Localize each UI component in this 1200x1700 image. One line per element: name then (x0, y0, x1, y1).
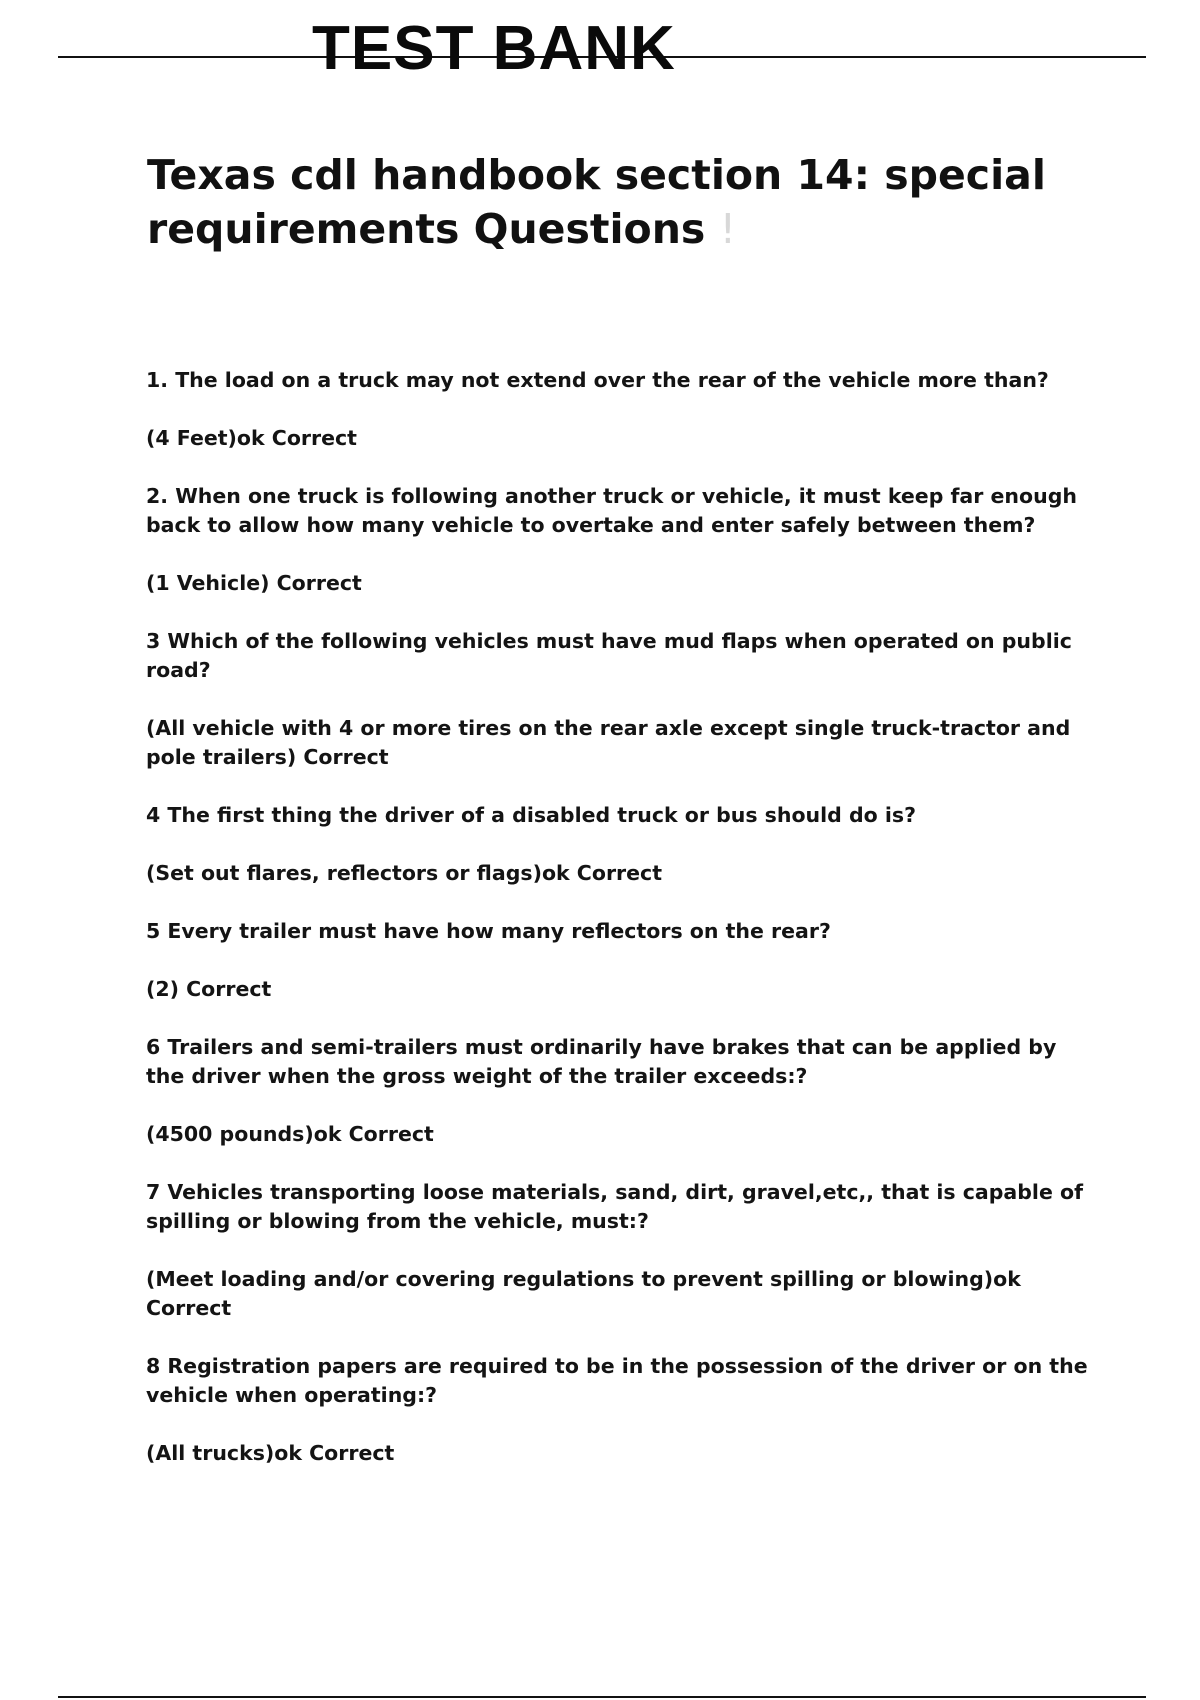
document-title (147, 148, 1047, 256)
question-text: 7 Vehicles transporting loose materials, sand, dirt, gravel,etc,, that is capable of spilling or blowing from the vehicle, must:? (146, 1180, 1083, 1233)
question-text: 5 Every trailer must have how many reflectors on the rear? (146, 919, 831, 943)
qa-item-3 (146, 627, 1096, 772)
answer-text: (Meet loading and/or covering regulations to prevent spilling or blowing)ok Correct (146, 1267, 1021, 1320)
title-mark: ! (719, 205, 737, 253)
question-text: 1. The load on a truck may not extend over the rear of the vehicle more than? (146, 368, 1049, 392)
question-text: 3 Which of the following vehicles must have mud flaps when operated on public road? (146, 629, 1072, 682)
answer-text: (2) Correct (146, 977, 272, 1001)
answer-text: (4 Feet)ok Correct (146, 426, 357, 450)
question-text: 8 Registration papers are required to be in the possession of the driver or on the vehicle when operating:? (146, 1354, 1088, 1407)
question-text: 2. When one truck is following another truck or vehicle, it must keep far enough back to allow how many vehicle to overtake and enter safely between them? (146, 484, 1077, 537)
answer-text: (All trucks)ok Correct (146, 1441, 395, 1465)
answer-text: (4500 pounds)ok Correct (146, 1122, 434, 1146)
qa-item-5 (146, 917, 1096, 1004)
qa-item-4 (146, 801, 1096, 888)
question-list (146, 366, 1096, 1497)
document-title-text: Texas cdl handbook section 14: special requirements Questions (147, 151, 1046, 253)
qa-item-7 (146, 1178, 1096, 1323)
test-bank-wordmark: TEST BANK (312, 14, 676, 83)
qa-item-1 (146, 366, 1096, 453)
question-text: 6 Trailers and semi-trailers must ordinarily have brakes that can be applied by the driver when the gross weight of the trailer exceeds:? (146, 1035, 1057, 1088)
footer-rule (58, 1696, 1146, 1698)
question-text: 4 The first thing the driver of a disabled truck or bus should do is? (146, 803, 917, 827)
answer-text: (1 Vehicle) Correct (146, 571, 362, 595)
answer-text: (Set out flares, reflectors or flags)ok Correct (146, 861, 663, 885)
qa-item-8 (146, 1352, 1096, 1468)
qa-item-6 (146, 1033, 1096, 1149)
answer-text: (All vehicle with 4 or more tires on the rear axle except single truck-tractor and pole trailers) Correct (146, 716, 1071, 769)
qa-item-2 (146, 482, 1096, 598)
